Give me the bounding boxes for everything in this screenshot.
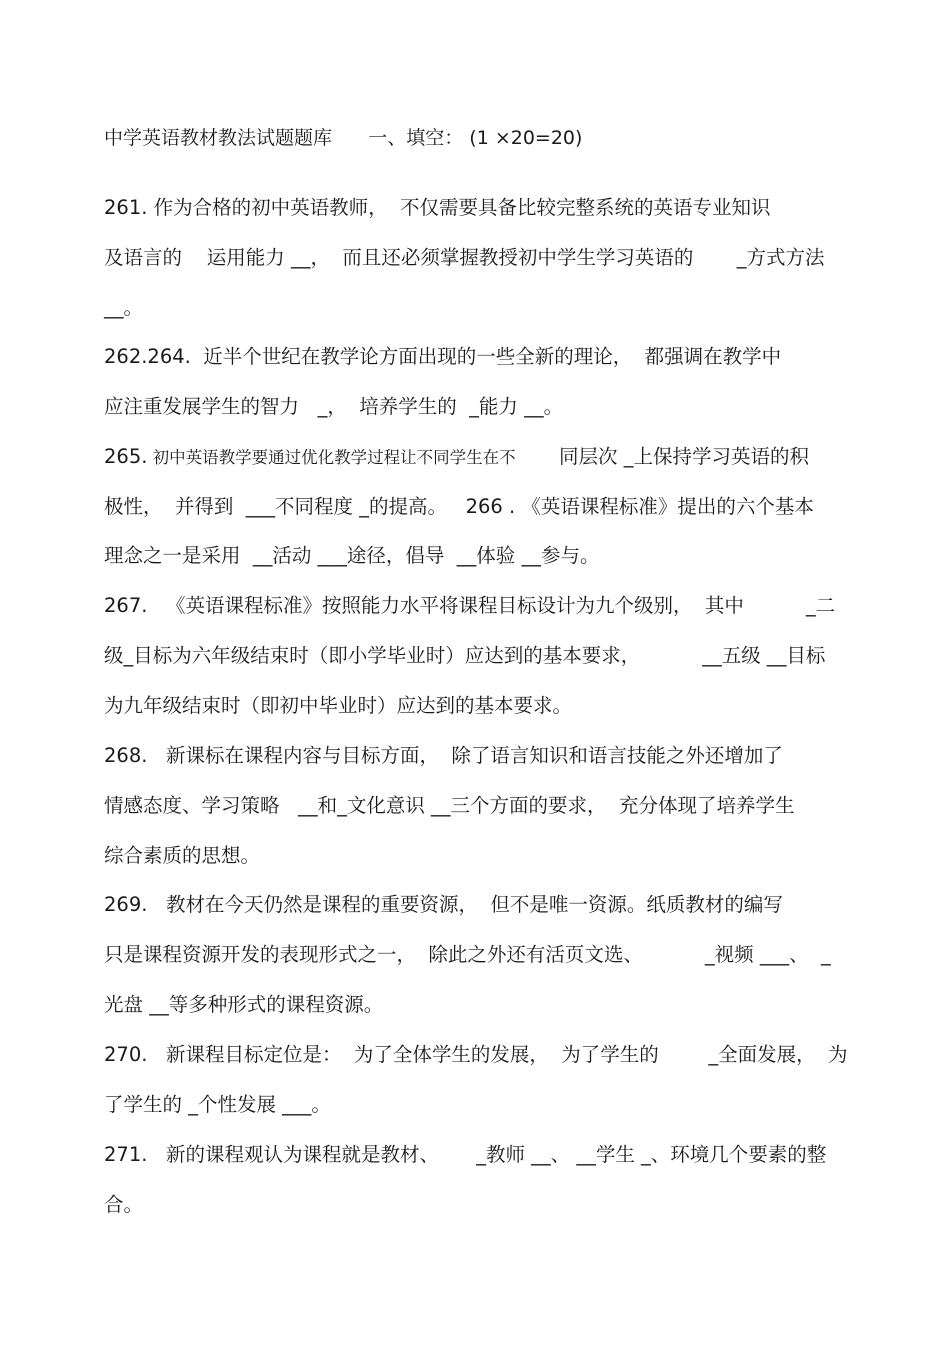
text-line: 级_目标为六年级结束时（即小学毕业时）应达到的基本要求， __五级 __目标 <box>104 644 826 667</box>
document-header: 中学英语教材教法试题题库 一、填空： (1 ×20=20) <box>104 127 583 149</box>
text-line: 合。 <box>104 1193 144 1216</box>
text-line: 268. 新课标在课程内容与目标方面， 除了语言知识和语言技能之外还增加了 <box>104 744 783 767</box>
text-line: 270. 新课程目标定位是： 为了全体学生的发展， 为了学生的 _全面发展， 为 <box>104 1043 848 1066</box>
text-line: 光盘 __等多种形式的课程资源。 <box>104 993 384 1016</box>
text-line: 情感态度、学习策略 __和_文化意识 __三个方面的要求， 充分体现了培养学生 <box>104 794 795 817</box>
text-line: 261. 作为合格的初中英语教师， 不仅需要具备比较完整系统的英语专业知识 <box>104 196 771 219</box>
text-line: 极性， 并得到 ___不同程度 _的提高。 266 . 《英语课程标准》提出的六个基本 <box>104 495 814 518</box>
text-line: 了学生的 _个性发展 ___。 <box>104 1093 331 1116</box>
small-text: 初中英语教学要通过优化教学过程让不同学生在不 <box>147 448 516 467</box>
text-fragment: 同层次 _上保持学习英语的积 <box>515 445 810 468</box>
text-line: 综合素质的思想。 <box>104 844 261 867</box>
text-line: 理念之一是采用 __活动 ___途径，倡导 __体验 __参与。 <box>104 544 600 567</box>
text-line <box>104 444 809 471</box>
text-line: 应注重发展学生的智力 _， 培养学生的 _能力 __。 <box>104 395 564 418</box>
text-line: __。 <box>104 296 144 319</box>
text-line: 269. 教材在今天仍然是课程的重要资源， 但不是唯一资源。纸质教材的编写 <box>104 893 783 916</box>
text-line: 267. 《英语课程标准》按照能力水平将课程目标设计为九个级别， 其中 _二 <box>104 594 836 617</box>
text-line: 为九年级结束时（即初中毕业时）应达到的基本要求。 <box>104 694 573 717</box>
question-number: 265. <box>104 445 148 468</box>
text-line: 271. 新的课程观认为课程就是教材、 _教师 __、 __学生 _、环境几个要素的整 <box>104 1143 827 1166</box>
text-line: 及语言的 运用能力 __， 而且还必须掌握教授初中学生学习英语的 _方式方法 <box>104 246 825 269</box>
text-line: 262.264. 近半个世纪在教学论方面出现的一些全新的理论， 都强调在教学中 <box>104 345 782 368</box>
text-line: 只是课程资源开发的表现形式之一， 除此之外还有活页文选、 _视频 ___、 _ <box>104 943 831 966</box>
